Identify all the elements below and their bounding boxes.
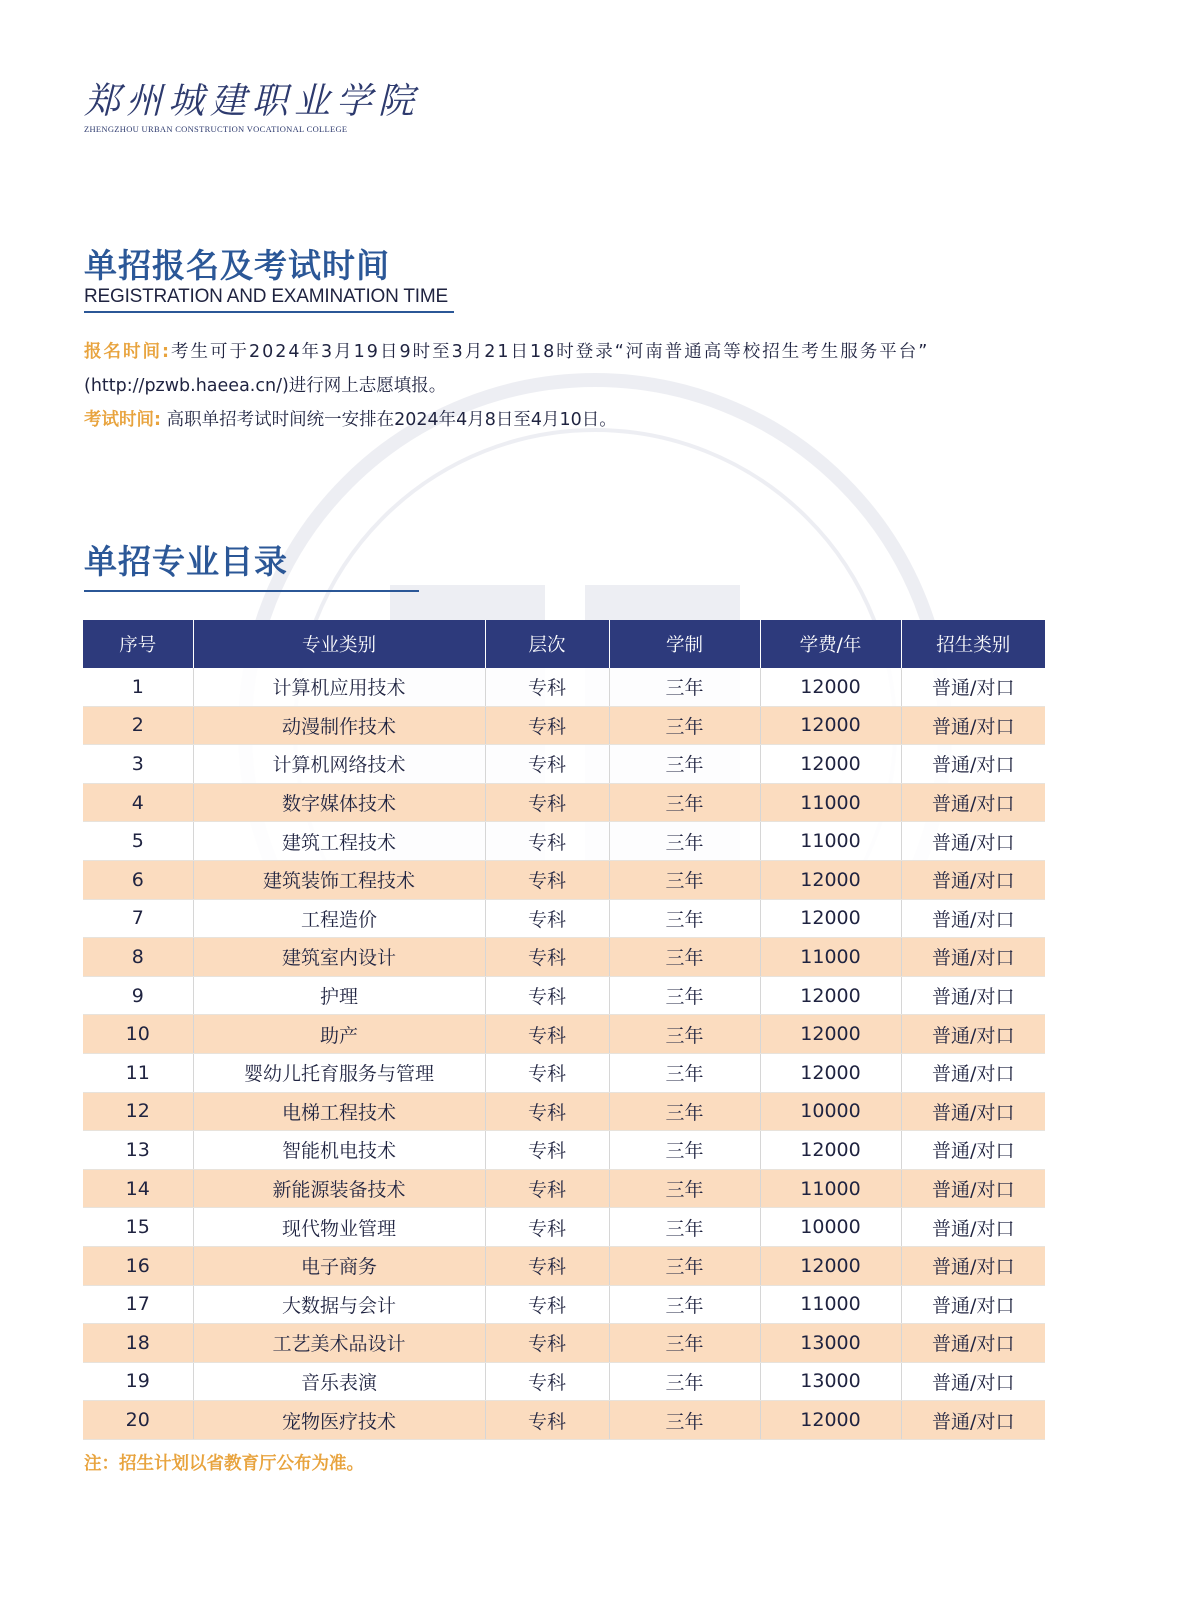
cell-level: 专科 <box>485 1324 609 1363</box>
cell-level: 专科 <box>485 668 609 706</box>
cell-major: 大数据与会计 <box>193 1285 485 1324</box>
footnote: 注：招生计划以省教育厅公布为准。 <box>84 1454 364 1474</box>
cell-tuition: 12000 <box>760 1131 901 1170</box>
cell-tuition: 12000 <box>760 899 901 938</box>
cell-duration: 三年 <box>609 1401 760 1440</box>
cell-level: 专科 <box>485 860 609 899</box>
table-row <box>83 1092 1045 1131</box>
cell-duration: 三年 <box>609 1208 760 1247</box>
table-row <box>83 706 1045 745</box>
header-major: 专业类别 <box>193 620 485 668</box>
cell-tuition: 12000 <box>760 976 901 1015</box>
college-logo <box>84 80 420 134</box>
cell-enrollment-type: 普通/对口 <box>901 822 1045 861</box>
table-row <box>83 783 1045 822</box>
cell-tuition: 12000 <box>760 745 901 784</box>
cell-tuition: 13000 <box>760 1324 901 1363</box>
header-enrollment-type: 招生类别 <box>901 620 1045 668</box>
cell-index: 20 <box>83 1401 193 1440</box>
cell-level: 专科 <box>485 745 609 784</box>
cell-tuition: 11000 <box>760 1285 901 1324</box>
table-row <box>83 1169 1045 1208</box>
cell-major: 新能源装备技术 <box>193 1169 485 1208</box>
cell-tuition: 11000 <box>760 938 901 977</box>
cell-enrollment-type: 普通/对口 <box>901 1169 1045 1208</box>
cell-index: 15 <box>83 1208 193 1247</box>
cell-major: 工程造价 <box>193 899 485 938</box>
cell-duration: 三年 <box>609 1324 760 1363</box>
cell-enrollment-type: 普通/对口 <box>901 783 1045 822</box>
registration-time-line <box>84 335 1094 369</box>
cell-major: 音乐表演 <box>193 1362 485 1401</box>
cell-major: 建筑室内设计 <box>193 938 485 977</box>
cell-enrollment-type: 普通/对口 <box>901 1246 1045 1285</box>
cell-index: 9 <box>83 976 193 1015</box>
cell-enrollment-type: 普通/对口 <box>901 668 1045 706</box>
cell-enrollment-type: 普通/对口 <box>901 1401 1045 1440</box>
cell-tuition: 13000 <box>760 1362 901 1401</box>
registration-title-en: REGISTRATION AND EXAMINATION TIME <box>84 286 448 307</box>
college-name-en: ZHENGZHOU URBAN CONSTRUCTION VOCATIONAL COLLEGE <box>84 124 348 134</box>
exam-time-text: 高职单招考试时间统一安排在2024年4月8日至4月10日。 <box>166 410 617 430</box>
cell-tuition: 12000 <box>760 1053 901 1092</box>
cell-tuition: 12000 <box>760 860 901 899</box>
cell-level: 专科 <box>485 1092 609 1131</box>
cell-index: 5 <box>83 822 193 861</box>
cell-duration: 三年 <box>609 1015 760 1054</box>
registration-url-line: (http://pzwb.haeea.cn/)进行网上志愿填报。 <box>84 376 447 396</box>
cell-duration: 三年 <box>609 1131 760 1170</box>
cell-enrollment-type: 普通/对口 <box>901 1208 1045 1247</box>
cell-enrollment-type: 普通/对口 <box>901 899 1045 938</box>
cell-index: 4 <box>83 783 193 822</box>
cell-duration: 三年 <box>609 1092 760 1131</box>
cell-tuition: 11000 <box>760 1169 901 1208</box>
exam-time-line <box>84 403 1094 437</box>
cell-enrollment-type: 普通/对口 <box>901 1015 1045 1054</box>
table-header-row <box>83 620 1045 668</box>
cell-level: 专科 <box>485 1015 609 1054</box>
cell-index: 3 <box>83 745 193 784</box>
cell-level: 专科 <box>485 938 609 977</box>
cell-tuition: 12000 <box>760 1246 901 1285</box>
table-row <box>83 899 1045 938</box>
cell-enrollment-type: 普通/对口 <box>901 1131 1045 1170</box>
table-row <box>83 668 1045 706</box>
cell-index: 19 <box>83 1362 193 1401</box>
registration-title-cn: 单招报名及考试时间 <box>84 246 390 285</box>
cell-index: 2 <box>83 706 193 745</box>
cell-major: 计算机网络技术 <box>193 745 485 784</box>
table-row <box>83 1208 1045 1247</box>
cell-duration: 三年 <box>609 1362 760 1401</box>
cell-level: 专科 <box>485 1401 609 1440</box>
cell-level: 专科 <box>485 976 609 1015</box>
cell-level: 专科 <box>485 822 609 861</box>
registration-section-heading <box>84 246 448 308</box>
cell-level: 专科 <box>485 783 609 822</box>
cell-index: 18 <box>83 1324 193 1363</box>
registration-info <box>84 335 1094 437</box>
cell-major: 现代物业管理 <box>193 1208 485 1247</box>
cell-major: 电梯工程技术 <box>193 1092 485 1131</box>
cell-enrollment-type: 普通/对口 <box>901 1362 1045 1401</box>
cell-duration: 三年 <box>609 783 760 822</box>
cell-index: 1 <box>83 668 193 706</box>
cell-index: 14 <box>83 1169 193 1208</box>
cell-major: 数字媒体技术 <box>193 783 485 822</box>
cell-duration: 三年 <box>609 899 760 938</box>
cell-tuition: 12000 <box>760 1015 901 1054</box>
cell-level: 专科 <box>485 1285 609 1324</box>
cell-index: 7 <box>83 899 193 938</box>
header-tuition: 学费/年 <box>760 620 901 668</box>
cell-duration: 三年 <box>609 822 760 861</box>
catalog-title: 单招专业目录 <box>84 542 288 581</box>
cell-tuition: 10000 <box>760 1208 901 1247</box>
cell-major: 电子商务 <box>193 1246 485 1285</box>
cell-level: 专科 <box>485 1208 609 1247</box>
cell-enrollment-type: 普通/对口 <box>901 1285 1045 1324</box>
cell-tuition: 11000 <box>760 822 901 861</box>
cell-major: 助产 <box>193 1015 485 1054</box>
table-row <box>83 1053 1045 1092</box>
cell-tuition: 12000 <box>760 668 901 706</box>
cell-major: 动漫制作技术 <box>193 706 485 745</box>
catalog-section-heading <box>84 542 288 582</box>
cell-major: 计算机应用技术 <box>193 668 485 706</box>
cell-major: 建筑工程技术 <box>193 822 485 861</box>
cell-major: 建筑装饰工程技术 <box>193 860 485 899</box>
cell-major: 婴幼儿托育服务与管理 <box>193 1053 485 1092</box>
cell-level: 专科 <box>485 1131 609 1170</box>
cell-index: 6 <box>83 860 193 899</box>
cell-level: 专科 <box>485 1246 609 1285</box>
cell-tuition: 10000 <box>760 1092 901 1131</box>
cell-index: 16 <box>83 1246 193 1285</box>
cell-tuition: 11000 <box>760 783 901 822</box>
table-row <box>83 1324 1045 1363</box>
cell-index: 10 <box>83 1015 193 1054</box>
cell-enrollment-type: 普通/对口 <box>901 1324 1045 1363</box>
cell-tuition: 12000 <box>760 1401 901 1440</box>
cell-level: 专科 <box>485 1053 609 1092</box>
header-level: 层次 <box>485 620 609 668</box>
cell-index: 11 <box>83 1053 193 1092</box>
cell-index: 12 <box>83 1092 193 1131</box>
table-row <box>83 860 1045 899</box>
table-row <box>83 938 1045 977</box>
cell-enrollment-type: 普通/对口 <box>901 938 1045 977</box>
cell-tuition: 12000 <box>760 706 901 745</box>
cell-duration: 三年 <box>609 745 760 784</box>
cell-index: 8 <box>83 938 193 977</box>
cell-level: 专科 <box>485 706 609 745</box>
cell-enrollment-type: 普通/对口 <box>901 1053 1045 1092</box>
cell-enrollment-type: 普通/对口 <box>901 706 1045 745</box>
registration-time-text: 考生可于2024年3月19日9时至3月21日18时登录“河南普通高等校招生考生服务平台” <box>171 342 930 362</box>
cell-level: 专科 <box>485 1169 609 1208</box>
exam-time-label: 考试时间: <box>84 410 161 430</box>
header-index: 序号 <box>83 620 193 668</box>
catalog-title-underline <box>84 590 419 592</box>
cell-level: 专科 <box>485 1362 609 1401</box>
table-row <box>83 745 1045 784</box>
cell-major: 智能机电技术 <box>193 1131 485 1170</box>
cell-enrollment-type: 普通/对口 <box>901 976 1045 1015</box>
cell-duration: 三年 <box>609 860 760 899</box>
header-duration: 学制 <box>609 620 760 668</box>
cell-enrollment-type: 普通/对口 <box>901 745 1045 784</box>
table-row <box>83 1362 1045 1401</box>
table-row <box>83 1246 1045 1285</box>
cell-duration: 三年 <box>609 1246 760 1285</box>
cell-major: 宠物医疗技术 <box>193 1401 485 1440</box>
cell-major: 护理 <box>193 976 485 1015</box>
table-row <box>83 822 1045 861</box>
table-row <box>83 1285 1045 1324</box>
major-catalog-table <box>83 620 1045 1440</box>
registration-title-underline <box>84 311 454 313</box>
table-row <box>83 1015 1045 1054</box>
cell-major: 工艺美术品设计 <box>193 1324 485 1363</box>
cell-duration: 三年 <box>609 976 760 1015</box>
cell-duration: 三年 <box>609 1285 760 1324</box>
cell-duration: 三年 <box>609 706 760 745</box>
cell-index: 13 <box>83 1131 193 1170</box>
cell-enrollment-type: 普通/对口 <box>901 1092 1045 1131</box>
cell-duration: 三年 <box>609 1053 760 1092</box>
registration-time-label: 报名时间: <box>84 342 171 362</box>
cell-level: 专科 <box>485 899 609 938</box>
college-name-cn: 郑州城建职业学院 <box>84 81 421 122</box>
cell-duration: 三年 <box>609 668 760 706</box>
cell-duration: 三年 <box>609 1169 760 1208</box>
table-row <box>83 976 1045 1015</box>
cell-enrollment-type: 普通/对口 <box>901 860 1045 899</box>
cell-duration: 三年 <box>609 938 760 977</box>
table-row <box>83 1131 1045 1170</box>
table-row <box>83 1401 1045 1440</box>
cell-index: 17 <box>83 1285 193 1324</box>
